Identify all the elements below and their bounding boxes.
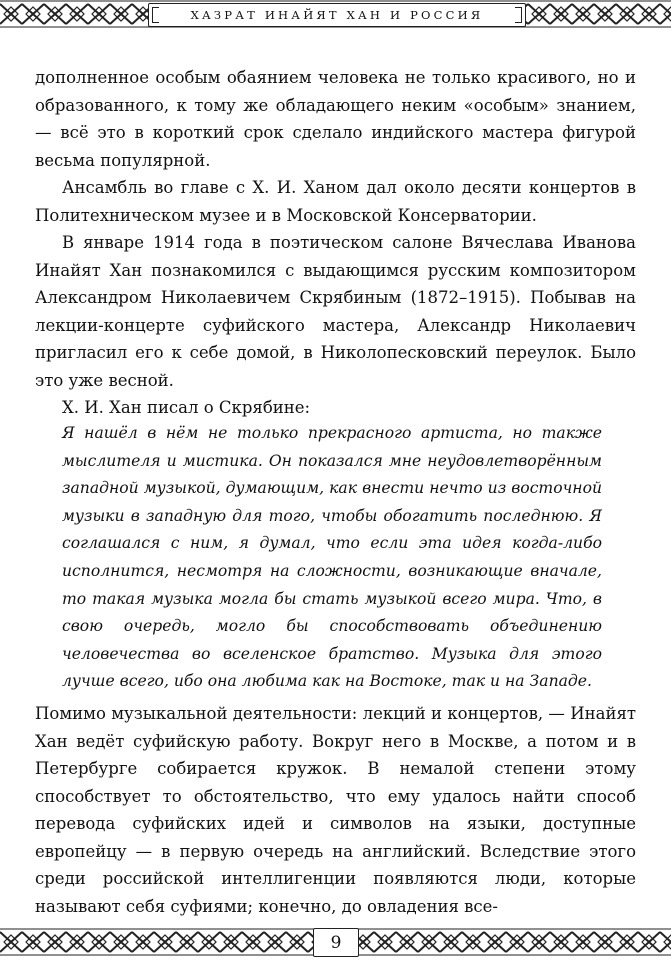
paragraph-sufi-work: Помимо музыкальной деятельности: лекций и концертов, — Инайят Хан ведёт суфийскую работу. Вокруг него в Москве, а потом и в Петербурге собирается кружок. В немалой степени этому способствует то обстоятельство, что ему удалось найти способ перевода суфийских идей и символов на языки, доступные европейцу — в первую очередь на английский. Вследствие этого среди российской интеллигенции появляются люди, которые называют себя суфиями; конечно, до овладения все- <box>35 704 636 916</box>
final-text-block <box>35 700 636 920</box>
paragraph-quote-intro: Х. И. Хан писал о Скрябине: <box>62 398 311 417</box>
quote-text: Я нашёл в нём не только прекрасного артиста, но также мыслителя и мистика. Он показался мне неудовлетворённым западной музыкой, думающим, как внести нечто из восточной музыки в западную для того, чтобы обогатить последнюю. Я соглашался с ним, я думал, что если эта идея когда-либо исполнится, несмотря на сложности, возникающие вначале, то такая музыка могла бы стать музыкой всего мира. Что, в свою очередь, могло бы способствовать объединению человечества во вселенское братство. Музыка для этого лучше всего, ибо она любима как на Востоке, так и на Западе. <box>62 424 602 691</box>
block-quote <box>62 420 602 696</box>
page-number: 9 <box>313 928 359 957</box>
header-ornament-band <box>0 0 671 28</box>
running-title: ХАЗРАТ ИНАЙЯТ ХАН И РОССИЯ <box>148 3 526 27</box>
footer-ornament-band <box>0 924 671 960</box>
paragraph-ensemble: Ансамбль во главе с Х. И. Ханом дал около десяти концертов в Политехническом музее и в Московской Консерватории. <box>35 178 636 225</box>
paragraph-scriabin-meeting: В январе 1914 года в поэтическом салоне Вячеслава Иванова Инайят Хан познакомился с выдающимся русским композитором Александром Николаевичем Скрябиным (1872–1915). Побывав на лекции-концерте суфийского мастера, Александр Николаевич пригласил его к себе домой, в Николопесковский переулок. Было это уже весной. <box>35 233 636 390</box>
paragraph-continuation: дополненное особым обаянием человека не только красивого, но и образованного, к тому же обладающего неким «особым» знанием, — всё это в короткий срок сделало индийского мастера фигурой весьма популярной. <box>35 68 636 170</box>
main-text-block <box>35 64 636 422</box>
